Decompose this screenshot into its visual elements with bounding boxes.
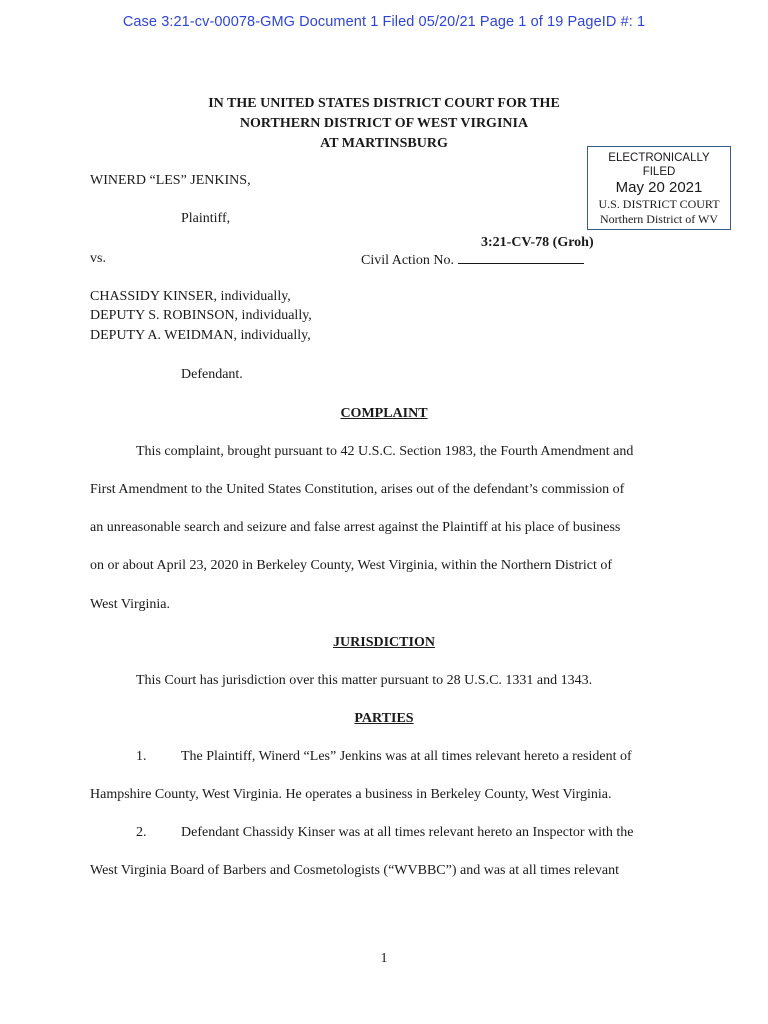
filing-stamp-date: May 20 2021 xyxy=(615,179,703,196)
paragraph-2-line-1: Defendant Chassidy Kinser was at all times relevant hereto an Inspector with the xyxy=(181,825,634,840)
civil-action-line xyxy=(361,251,584,269)
case-number: 3:21-CV-78 (Groh) xyxy=(481,235,594,250)
paragraph-2-line-2: West Virginia Board of Barbers and Cosmetologists (“WVBBC”) and was at all times relevant xyxy=(90,863,620,878)
court-title-line3: AT MARTINSBURG xyxy=(320,136,448,151)
filing-stamp-district: Northern District of WV xyxy=(599,212,719,226)
parties-heading: PARTIES xyxy=(354,711,414,726)
paragraph-2-number: 2. xyxy=(136,825,147,840)
complaint-line-1: This complaint, brought pursuant to 42 U.S.C. Section 1983, the Fourth Amendment and xyxy=(136,444,634,459)
plaintiff-name: WINERD “LES” JENKINS, xyxy=(90,173,251,188)
defendant-3: DEPUTY A. WEIDMAN, individually, xyxy=(90,328,311,343)
defendant-1: CHASSIDY KINSER, individually, xyxy=(90,289,291,304)
paragraph-1-number: 1. xyxy=(136,749,147,764)
jurisdiction-heading: JURISDICTION xyxy=(333,635,435,650)
electronic-filing-stamp xyxy=(587,146,731,230)
complaint-line-5: West Virginia. xyxy=(90,597,170,612)
civil-action-blank xyxy=(458,251,584,264)
defendant-label: Defendant. xyxy=(181,367,243,382)
complaint-line-2: First Amendment to the United States Constitution, arises out of the defendant’s commission of xyxy=(90,482,625,497)
filing-stamp-line2: FILED xyxy=(642,166,676,178)
ecf-header-stamp: Case 3:21-cv-00078-GMG Document 1 Filed 05/20/21 Page 1 of 19 PageID #: 1 xyxy=(122,14,646,30)
filing-stamp-court: U.S. DISTRICT COURT xyxy=(598,197,720,211)
court-title-line1: IN THE UNITED STATES DISTRICT COURT FOR THE xyxy=(208,96,560,111)
versus-label: vs. xyxy=(90,251,106,266)
page-number: 1 xyxy=(380,951,388,966)
defendant-2: DEPUTY S. ROBINSON, individually, xyxy=(90,308,312,323)
plaintiff-label: Plaintiff, xyxy=(181,211,231,226)
complaint-line-3: an unreasonable search and seizure and false arrest against the Plaintiff at his place of business xyxy=(90,520,621,535)
complaint-line-4: on or about April 23, 2020 in Berkeley County, West Virginia, within the Northern District of xyxy=(90,558,613,573)
court-title-line2: NORTHERN DISTRICT OF WEST VIRGINIA xyxy=(239,116,529,131)
paragraph-1-line-1: The Plaintiff, Winerd “Les” Jenkins was at all times relevant hereto a resident of xyxy=(181,749,632,764)
filing-stamp-line1: ELECTRONICALLY xyxy=(608,152,710,164)
civil-action-label: Civil Action No. xyxy=(361,253,454,268)
complaint-heading: COMPLAINT xyxy=(340,406,428,421)
paragraph-1-line-2: Hampshire County, West Virginia. He operates a business in Berkeley County, West Virginia. xyxy=(90,787,612,802)
jurisdiction-text: This Court has jurisdiction over this matter pursuant to 28 U.S.C. 1331 and 1343. xyxy=(136,673,593,688)
court-title xyxy=(0,94,768,154)
